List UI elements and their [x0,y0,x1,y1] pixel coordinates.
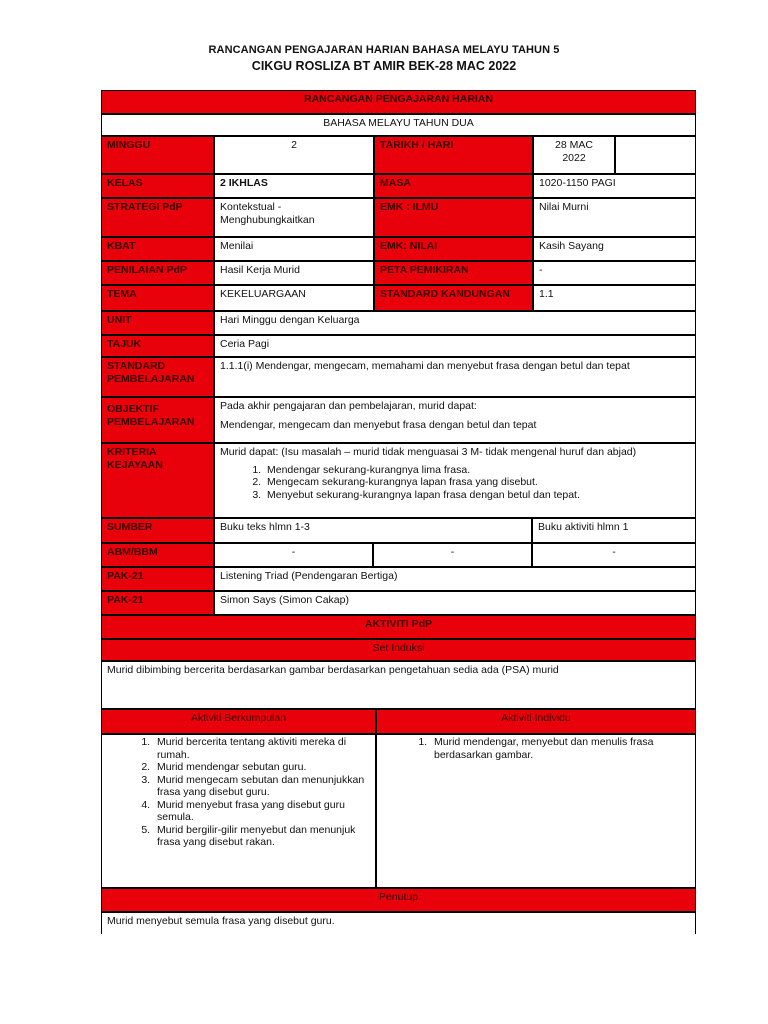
sumber-value-2: Buku aktiviti hlmn 1 [532,518,696,543]
penilaian-value: Hasil Kerja Murid [214,261,374,285]
sumber-value-1: Buku teks hlmn 1-3 [214,518,532,543]
list-item: 1. Murid bercerita tentang aktiviti mereka di rumah. [153,736,370,761]
peta-label: PETA PEMIKIRAN [374,261,533,285]
kriteria-label: KRITERIA KEJAYAAN [101,443,214,518]
strategi-label: STRATEGI PdP [101,198,214,237]
list-item: 4. Murid menyebut frasa yang disebut guru semula. [153,799,370,824]
kriteria-value [214,443,696,518]
objektif-intro: Pada akhir pengajaran dan pembelajaran, murid dapat: [220,400,477,412]
pak21-value: Listening Triad (Pendengaran Bertiga) [214,567,696,591]
table-title: RANCANGAN PENGAJARAN HARIAN [101,90,696,114]
sumber-label: SUMBER [101,518,214,543]
minggu-label: MINGGU [101,136,214,174]
kbat-label: KBAT [101,237,214,261]
list-item: 3. Menyebut sekurang-kurangnya lapan frasa dengan betul dan tepat. [264,489,690,502]
list-item: 5. Murid bergilir-gilir menyebut dan menunjuk frasa yang disebut rakan. [153,824,370,849]
kelas-label: KELAS [101,174,214,198]
masa-value: 1020-1150 PAGI [533,174,696,198]
list-item: 1. Murid mendengar, menyebut dan menulis frasa berdasarkan gambar. [430,736,690,761]
list-item: 1. Mendengar sekurang-kurangnya lima frasa. [264,464,690,477]
standard-kandungan-label: STANDARD KANDUNGAN [374,285,533,311]
aktiviti-berkumpulan-content [101,734,376,888]
strategi-value: Kontekstual - Menghubungkaitkan [214,198,374,237]
pak21-label: PAK-21 [101,591,214,615]
document-subtitle: CIKGU ROSLIZA BT AMIR BEK-28 MAC 2022 [251,59,517,73]
kelas-value: 2 IKHLAS [214,174,374,198]
abm-label: ABM/BBM [101,543,214,567]
tajuk-value: Ceria Pagi [214,335,696,357]
abm-value-1: - [214,543,373,567]
tarikh-value: 28 MAC 2022 [533,136,615,174]
unit-label: UNIT [101,311,214,335]
objektif-value [214,397,696,443]
objektif-text: Mendengar, mengecam dan menyebut frasa dengan betul dan tepat [220,418,537,431]
emk-nilai-value: Kasih Sayang [533,237,696,261]
unit-value: Hari Minggu dengan Keluarga [214,311,696,335]
penutup-text: Murid menyebut semula frasa yang disebut guru. [101,912,696,934]
document-title: RANCANGAN PENGAJARAN HARIAN BAHASA MELAYU TAHUN 5 [208,44,560,56]
list-item: 2. Mengecam sekurang-kurangnya lapan frasa yang disebut. [264,476,690,489]
pak21-value: Simon Says (Simon Cakap) [214,591,696,615]
list-item: 3. Murid mengecam sebutan dan menunjukkan frasa yang disebut guru. [153,774,370,799]
aktiviti-individu-content [376,734,696,888]
standard-pembelajaran-value: 1.1.1(i) Mendengar, mengecam, memahami dan menyebut frasa dengan betul dan tepat [214,357,696,397]
emk-ilmu-label: EMK : ILMU [374,198,533,237]
tema-label: TEMA [101,285,214,311]
pak21-label: PAK-21 [101,567,214,591]
tema-value: KEKELUARGAAN [214,285,374,311]
penilaian-label: PENILAIAN PdP [101,261,214,285]
emk-ilmu-value: Nilai Murni [533,198,696,237]
objektif-label: OBJEKTIF PEMBELAJARAN [101,397,214,443]
kriteria-intro: Murid dapat: (Isu masalah – murid tidak menguasai 3 M- tidak mengenal huruf dan abjad) [220,446,637,458]
individu-list [382,736,690,761]
list-item: 2. Murid mendengar sebutan guru. [153,761,370,774]
tajuk-label: TAJUK [101,335,214,357]
aktiviti-berkumpulan-title: Aktiviti Berkumpulan [101,709,376,734]
subject-name: BAHASA MELAYU TAHUN DUA [101,114,696,136]
aktiviti-title: AKTIVITI PdP [101,615,696,639]
masa-label: MASA [374,174,533,198]
set-induksi-text: Murid dibimbing bercerita berdasarkan gambar berdasarkan pengetahuan sedia ada (PSA) murid [101,661,696,709]
kriteria-list [220,464,690,502]
empty-cell [615,136,696,174]
tarikh-label: TARIKH / HARI [374,136,533,174]
abm-value-3: - [532,543,696,567]
standard-kandungan-value: 1.1 [533,285,696,311]
aktiviti-individu-title: Aktiviti Individu [376,709,696,734]
emk-nilai-label: EMK: NILAI [374,237,533,261]
standard-pembelajaran-label: STANDARD PEMBELAJARAN [101,357,214,397]
abm-value-2: - [373,543,532,567]
minggu-value: 2 [214,136,374,174]
peta-value: - [533,261,696,285]
penutup-title: Penutup [101,888,696,912]
kbat-value: Menilai [214,237,374,261]
berkumpulan-list [107,736,370,849]
set-induksi-title: Set Induksi [101,639,696,661]
